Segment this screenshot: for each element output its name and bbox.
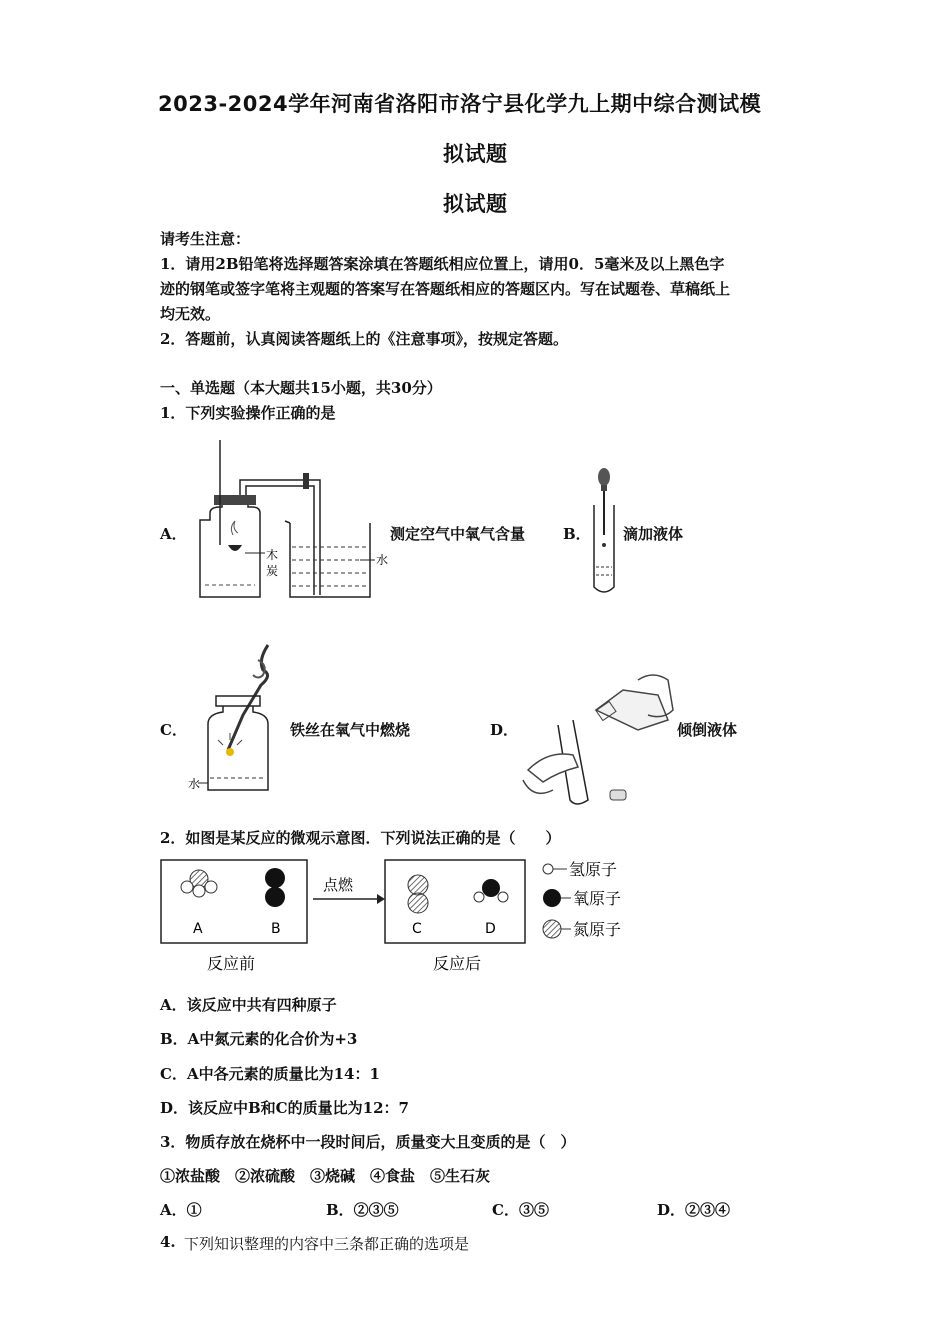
- molecule-c-label: C: [412, 921, 422, 937]
- pouring-liquid-figure: [518, 660, 678, 808]
- exam-title-line2: 拟试题: [443, 142, 508, 166]
- legend-nitrogen: 氮原子: [573, 920, 622, 939]
- water-label-c: 水: [188, 777, 201, 791]
- section-heading: 一、单选题（本大题共15小题，共30分）: [160, 379, 442, 397]
- notice-item1-line2: 迹的钢笔或签字笔将主观题的答案写在答题纸相应的答题区内。写在试题卷、草稿纸上: [160, 280, 731, 298]
- q2-option-d: D．该反应中B和C的质量比为12：7: [160, 1099, 409, 1117]
- molecule-d-label: D: [485, 921, 496, 937]
- q2-option-b: B．A中氮元素的化合价为+3: [160, 1030, 358, 1048]
- after-reaction-label: 反应后: [433, 954, 482, 973]
- molecule-a-label: A: [193, 921, 203, 937]
- q1-option-c-text: 铁丝在氧气中燃烧: [290, 721, 411, 739]
- dropper-test-tube-figure: [588, 465, 620, 600]
- q4-stem: 下列知识整理的内容中三条都正确的选项是: [184, 1235, 470, 1253]
- q2-option-a: A．该反应中共有四种原子: [160, 996, 337, 1014]
- molecule-b-label: B: [271, 921, 281, 937]
- charcoal-label: 木: [266, 548, 279, 562]
- legend-hydrogen: 氢原子: [569, 860, 618, 879]
- q2-option-c: C．A中各元素的质量比为14：1: [160, 1065, 380, 1083]
- q3-items: ①浓盐酸 ②浓硫酸 ③烧碱 ④食盐 ⑤生石灰: [160, 1167, 491, 1185]
- iron-wire-burning-figure: [188, 640, 288, 800]
- q2-stem: 2．如图是某反应的微观示意图．下列说法正确的是（ ）: [160, 829, 561, 847]
- water-label-a: 水: [376, 553, 389, 567]
- q3-option-b: B．②③⑤: [326, 1201, 399, 1219]
- q1-option-d-label: D．: [490, 721, 519, 739]
- ignite-label: 点燃: [323, 876, 354, 894]
- q4-number: 4.: [160, 1233, 176, 1251]
- reaction-micro-diagram: [155, 852, 645, 977]
- q1-option-c-label: C．: [160, 721, 187, 739]
- before-reaction-label: 反应前: [207, 954, 256, 973]
- notice-item1-line1: 1．请用2B铅笔将选择题答案涂填在答题纸相应位置上，请用0．5毫米及以上黑色字: [160, 255, 725, 273]
- q3-option-a: A．①: [160, 1201, 202, 1219]
- exam-title-line3: 拟试题: [443, 192, 508, 216]
- q1-option-b-label: B．: [563, 525, 591, 543]
- q1-option-a-label: A．: [160, 525, 187, 543]
- q1-option-a-text: 测定空气中氧气含量: [390, 525, 526, 543]
- notice-item1-line3: 均无效。: [160, 305, 221, 323]
- q3-option-c: C．③⑤: [492, 1201, 549, 1219]
- q1-option-b-text: 滴加液体: [623, 525, 684, 543]
- q1-option-d-text: 倾倒液体: [677, 721, 738, 739]
- legend-oxygen: 氧原子: [573, 889, 622, 908]
- exam-title-line1: 2023-2024学年河南省洛阳市洛宁县化学九上期中综合测试模: [158, 92, 762, 116]
- notice-item2: 2．答题前，认真阅读答题纸上的《注意事项》，按规定答题。: [160, 330, 568, 348]
- charcoal-label-2: 炭: [266, 564, 279, 578]
- q3-stem: 3．物质存放在烧杯中一段时间后，质量变大且变质的是（ ）: [160, 1133, 576, 1151]
- q1-stem: 1．下列实验操作正确的是: [160, 404, 336, 422]
- oxygen-measurement-apparatus-figure: [190, 435, 390, 605]
- q3-option-d: D．②③④: [657, 1201, 731, 1219]
- notice-heading: 请考生注意：: [160, 230, 251, 248]
